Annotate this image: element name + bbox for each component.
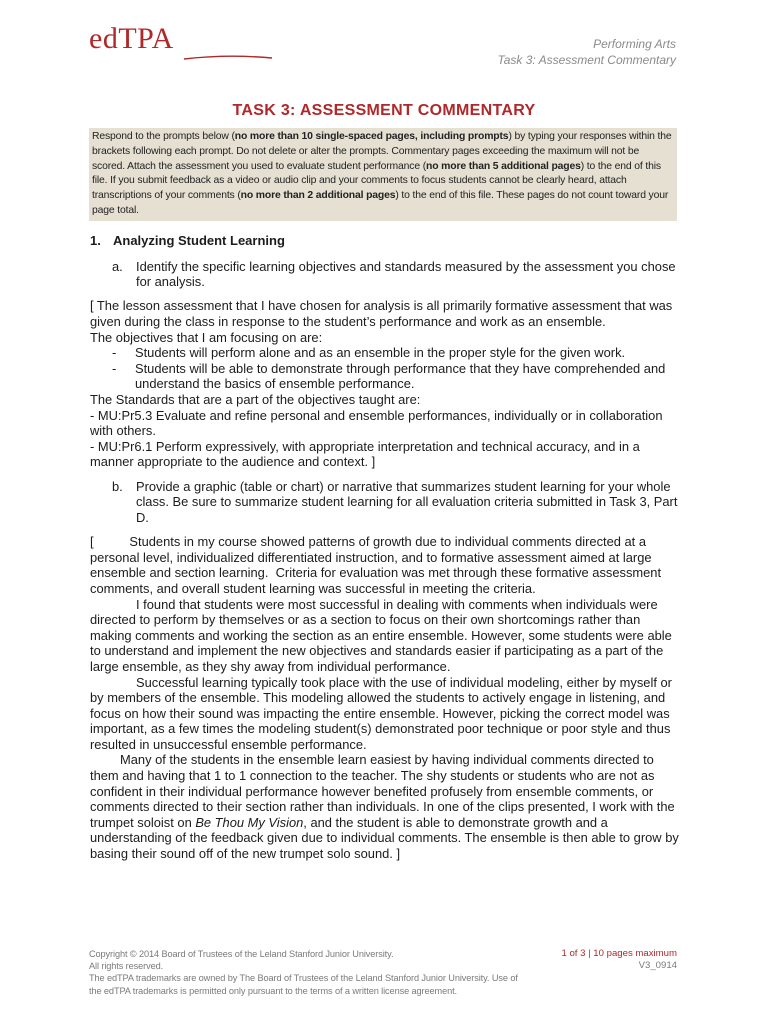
objective-item: - Students will perform alone and as an ensemble in the proper style for the given work. bbox=[112, 345, 626, 361]
prompt-b-letter: b. bbox=[112, 478, 123, 494]
standard-item: - MU:Pr5.3 Evaluate and refine personal and ensemble performances, individually or in collaboration with others. bbox=[90, 407, 663, 439]
footer-trademark: The edTPA trademarks are owned by The Board of Trustees of the Leland Stanford Junior University. Use of the edTPA trademarks is permitted only pursuant to the terms of a written license agreement. bbox=[89, 973, 518, 996]
objective-item: - Students will be able to demonstrate through performance that they have comprehended and understand the basics of ensemble performance. bbox=[112, 360, 666, 392]
footer-legal bbox=[89, 948, 529, 997]
prompt-a-letter: a. bbox=[112, 258, 123, 274]
response-b-paragraph-3: Successful learning typically took place with the use of individual modeling, either by myself or by members of the ensemble. This modeling allowed the students to actively engage in listening, and focus on how their sound was impacting the entire ensemble. However, picking the correct model was important, as a few times the modeling student(s) demonstrated poor technique or poor style and thus resulted in unsuccessful ensemble performance. bbox=[90, 674, 672, 752]
prompt-a bbox=[112, 259, 680, 290]
response-b-paragraph-1: [ Students in my course showed patterns of growth due to individual comments directed at a personal level, individualized differentiated instruction, and to formative assessment aimed at large ensemble and section learning. Criteria for evaluation was met through these formative assessment comments, and overall student learning was successful in meeting the criteria. bbox=[90, 534, 665, 596]
instructions-bold-1: no more than 10 single-spaced pages, including prompts bbox=[234, 131, 509, 142]
standard-item: - MU:Pr6.1 Perform expressively, with appropriate interpretation and technical accuracy, and in a manner appropriate to the audience and context. ] bbox=[90, 438, 640, 470]
commentary-content bbox=[90, 233, 680, 862]
header-info bbox=[497, 36, 676, 68]
header-subject: Performing Arts bbox=[593, 37, 676, 51]
logo-swoosh-icon bbox=[182, 55, 274, 61]
instructions-box bbox=[89, 128, 677, 221]
page-indicator: 1 of 3 | 10 pages maximum bbox=[561, 948, 677, 959]
response-a[interactable] bbox=[90, 298, 680, 470]
piece-title: Be Thou My Vision bbox=[195, 814, 304, 830]
edtpa-logo bbox=[89, 22, 174, 56]
instructions-text-1: Respond to the prompts below ( bbox=[92, 131, 235, 142]
instructions-bold-3: no more than 2 additional pages bbox=[240, 190, 396, 202]
prompt-a-text: Identify the specific learning objectives and standards measured by the assessment you chose for analysis. bbox=[136, 258, 676, 289]
instructions-text-4: ) to the end of this file. These pages do not count toward your page total. bbox=[92, 190, 669, 216]
footer-rights: All rights reserved. bbox=[89, 961, 164, 972]
instructions-bold-2: no more than 5 additional pages bbox=[426, 160, 581, 172]
objectives-lead: The objectives that I am focusing on are: bbox=[90, 329, 323, 345]
page-title: TASK 3: ASSESSMENT COMMENTARY bbox=[232, 102, 536, 119]
section-title: Analyzing Student Learning bbox=[113, 233, 285, 248]
prompt-b bbox=[112, 479, 680, 525]
logo-text: edTPA bbox=[89, 22, 174, 55]
instructions-text-3: ) to the end of this file. If you submit feedback as a video or audio clip and your comments to focus students cannot be clearly heard, attach transcriptions of your comments ( bbox=[92, 160, 661, 202]
footer-copyright: Copyright © 2014 Board of Trustees of the Leland Stanford Junior University. bbox=[89, 949, 394, 959]
footer-page-info bbox=[561, 948, 677, 972]
response-b[interactable] bbox=[90, 534, 680, 861]
instructions-text-2: ) by typing your responses within the brackets following each prompt. Do not delete or alter the prompts. Commentary pages exceeding the maximum will not be scored. Attach the assessment you used to evaluate student performance ( bbox=[92, 131, 672, 172]
header-task: Task 3: Assessment Commentary bbox=[497, 53, 676, 67]
response-b-paragraph-4: Many of the students in the ensemble learn easiest by having individual comments directed to them and having that 1 to 1 connection to the teacher. The shy students or students who are not as confident in their individual performance however benefited profusely from ensemble comments, or comments directed to their section rather than individuals. In one of the clips presented, I work with the trumpet soloist on Be Thou My Vision, and the student is able to demonstrate growth and a understanding of the feedback given due to individual comments. The ensemble is then able to grow by basing their sound off of the new trumpet solo sound. ] bbox=[90, 752, 679, 862]
response-a-intro: [ The lesson assessment that I have chosen for analysis is all primarily formative assessment that was given during the class in response to the student’s performance and work as an ensemble. bbox=[90, 298, 673, 329]
section-number: 1. bbox=[90, 233, 101, 248]
section-heading bbox=[90, 233, 680, 249]
standards-lead: The Standards that are a part of the objectives taught are: bbox=[90, 391, 421, 407]
prompt-b-text: Provide a graphic (table or chart) or narrative that summarizes student learning for your whole class. Be sure to summarize student learning for all evaluation criteria submitted in Task 3, Part D. bbox=[136, 478, 678, 525]
version-label: V3_0914 bbox=[638, 960, 677, 972]
response-b-paragraph-2: I found that students were most successful in dealing with comments when individuals were directed to perform by themselves or as a section to focus on their own shortcomings rather than making comments and working the section as an entire ensemble. However, some students were able to understand and implement the new objectives and standards easier if participating as a part of the large ensemble, as they shy away from individual performance. bbox=[90, 596, 672, 674]
